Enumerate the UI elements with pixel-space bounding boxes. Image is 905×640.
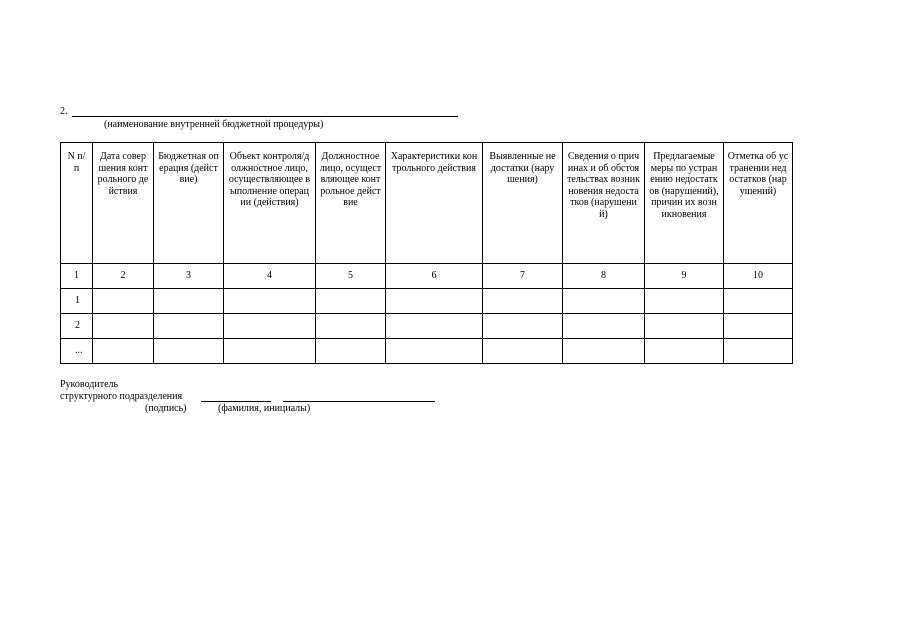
header-cell-date: Дата совершения контрольного действия [93, 143, 154, 264]
table-cell[interactable] [645, 289, 724, 314]
table-cell[interactable] [483, 289, 563, 314]
table-cell[interactable] [93, 289, 154, 314]
table-cell[interactable] [316, 339, 386, 364]
table-cell[interactable] [316, 314, 386, 339]
row-number: 1 [61, 289, 93, 314]
header-cell-budget-operation: Бюджетная операция (действие) [154, 143, 224, 264]
table-cell[interactable] [224, 289, 316, 314]
name-caption: (фамилия, инициалы) [218, 403, 311, 414]
procedure-name-caption: (наименование внутренней бюджетной процедуры) [104, 119, 324, 130]
table-cell[interactable] [386, 339, 483, 364]
column-number: 7 [483, 264, 563, 289]
table-cell[interactable] [483, 314, 563, 339]
header-cell-control-object: Объект контроля/должностное лицо, осуществляющее выполнение операции (действия) [224, 143, 316, 264]
column-number: 4 [224, 264, 316, 289]
column-number: 3 [154, 264, 224, 289]
header-cell-proposed-measures: Предлагаемые меры по устранению недостатков (нарушений), причин их возникновения [645, 143, 724, 264]
table-cell[interactable] [93, 339, 154, 364]
header-cell-elimination-mark: Отметка об устранении недостатков (нарушений) [724, 143, 793, 264]
signature-caption: (подпись) [145, 403, 187, 414]
header-cell-responsible-official: Должностное лицо, осуществляющее контрольное действие [316, 143, 386, 264]
table-row [61, 339, 793, 364]
table-cell[interactable] [154, 314, 224, 339]
table-cell[interactable] [154, 289, 224, 314]
control-actions-table [60, 142, 793, 364]
table-cell[interactable] [93, 314, 154, 339]
table-cell[interactable] [154, 339, 224, 364]
table-cell[interactable] [724, 339, 793, 364]
header-cell-control-characteristics: Характеристики контрольного действия [386, 143, 483, 264]
column-number: 6 [386, 264, 483, 289]
table-cell[interactable] [224, 314, 316, 339]
table-row [61, 289, 793, 314]
header-cell-deficiencies: Выявленные недостатки (нарушения) [483, 143, 563, 264]
column-numbers-row [61, 264, 793, 289]
column-number: 5 [316, 264, 386, 289]
table-cell[interactable] [724, 289, 793, 314]
table-row [61, 314, 793, 339]
table-cell[interactable] [386, 314, 483, 339]
signature-department: структурного подразделения [60, 391, 183, 402]
header-cell-number: N п/п [61, 143, 93, 264]
header-row [61, 143, 793, 264]
row-number: ... [61, 339, 93, 364]
table-cell[interactable] [386, 289, 483, 314]
signature-line[interactable] [201, 401, 271, 402]
header-cell-causes-info: Сведения о причинах и об обстоятельствах возникновения недостатков (нарушений) [563, 143, 645, 264]
table-cell[interactable] [563, 314, 645, 339]
table-cell[interactable] [645, 314, 724, 339]
procedure-name-line[interactable] [72, 116, 458, 117]
column-number: 9 [645, 264, 724, 289]
name-line[interactable] [283, 401, 435, 402]
table-cell[interactable] [645, 339, 724, 364]
table-cell[interactable] [483, 339, 563, 364]
table-cell[interactable] [563, 339, 645, 364]
column-number: 2 [93, 264, 154, 289]
signature-title: Руководитель [60, 379, 119, 390]
column-number: 1 [61, 264, 93, 289]
row-number: 2 [61, 314, 93, 339]
table-cell[interactable] [724, 314, 793, 339]
section-number: 2. [60, 106, 68, 117]
column-number: 10 [724, 264, 793, 289]
column-number: 8 [563, 264, 645, 289]
table-cell[interactable] [224, 339, 316, 364]
table-cell[interactable] [316, 289, 386, 314]
table-cell[interactable] [563, 289, 645, 314]
